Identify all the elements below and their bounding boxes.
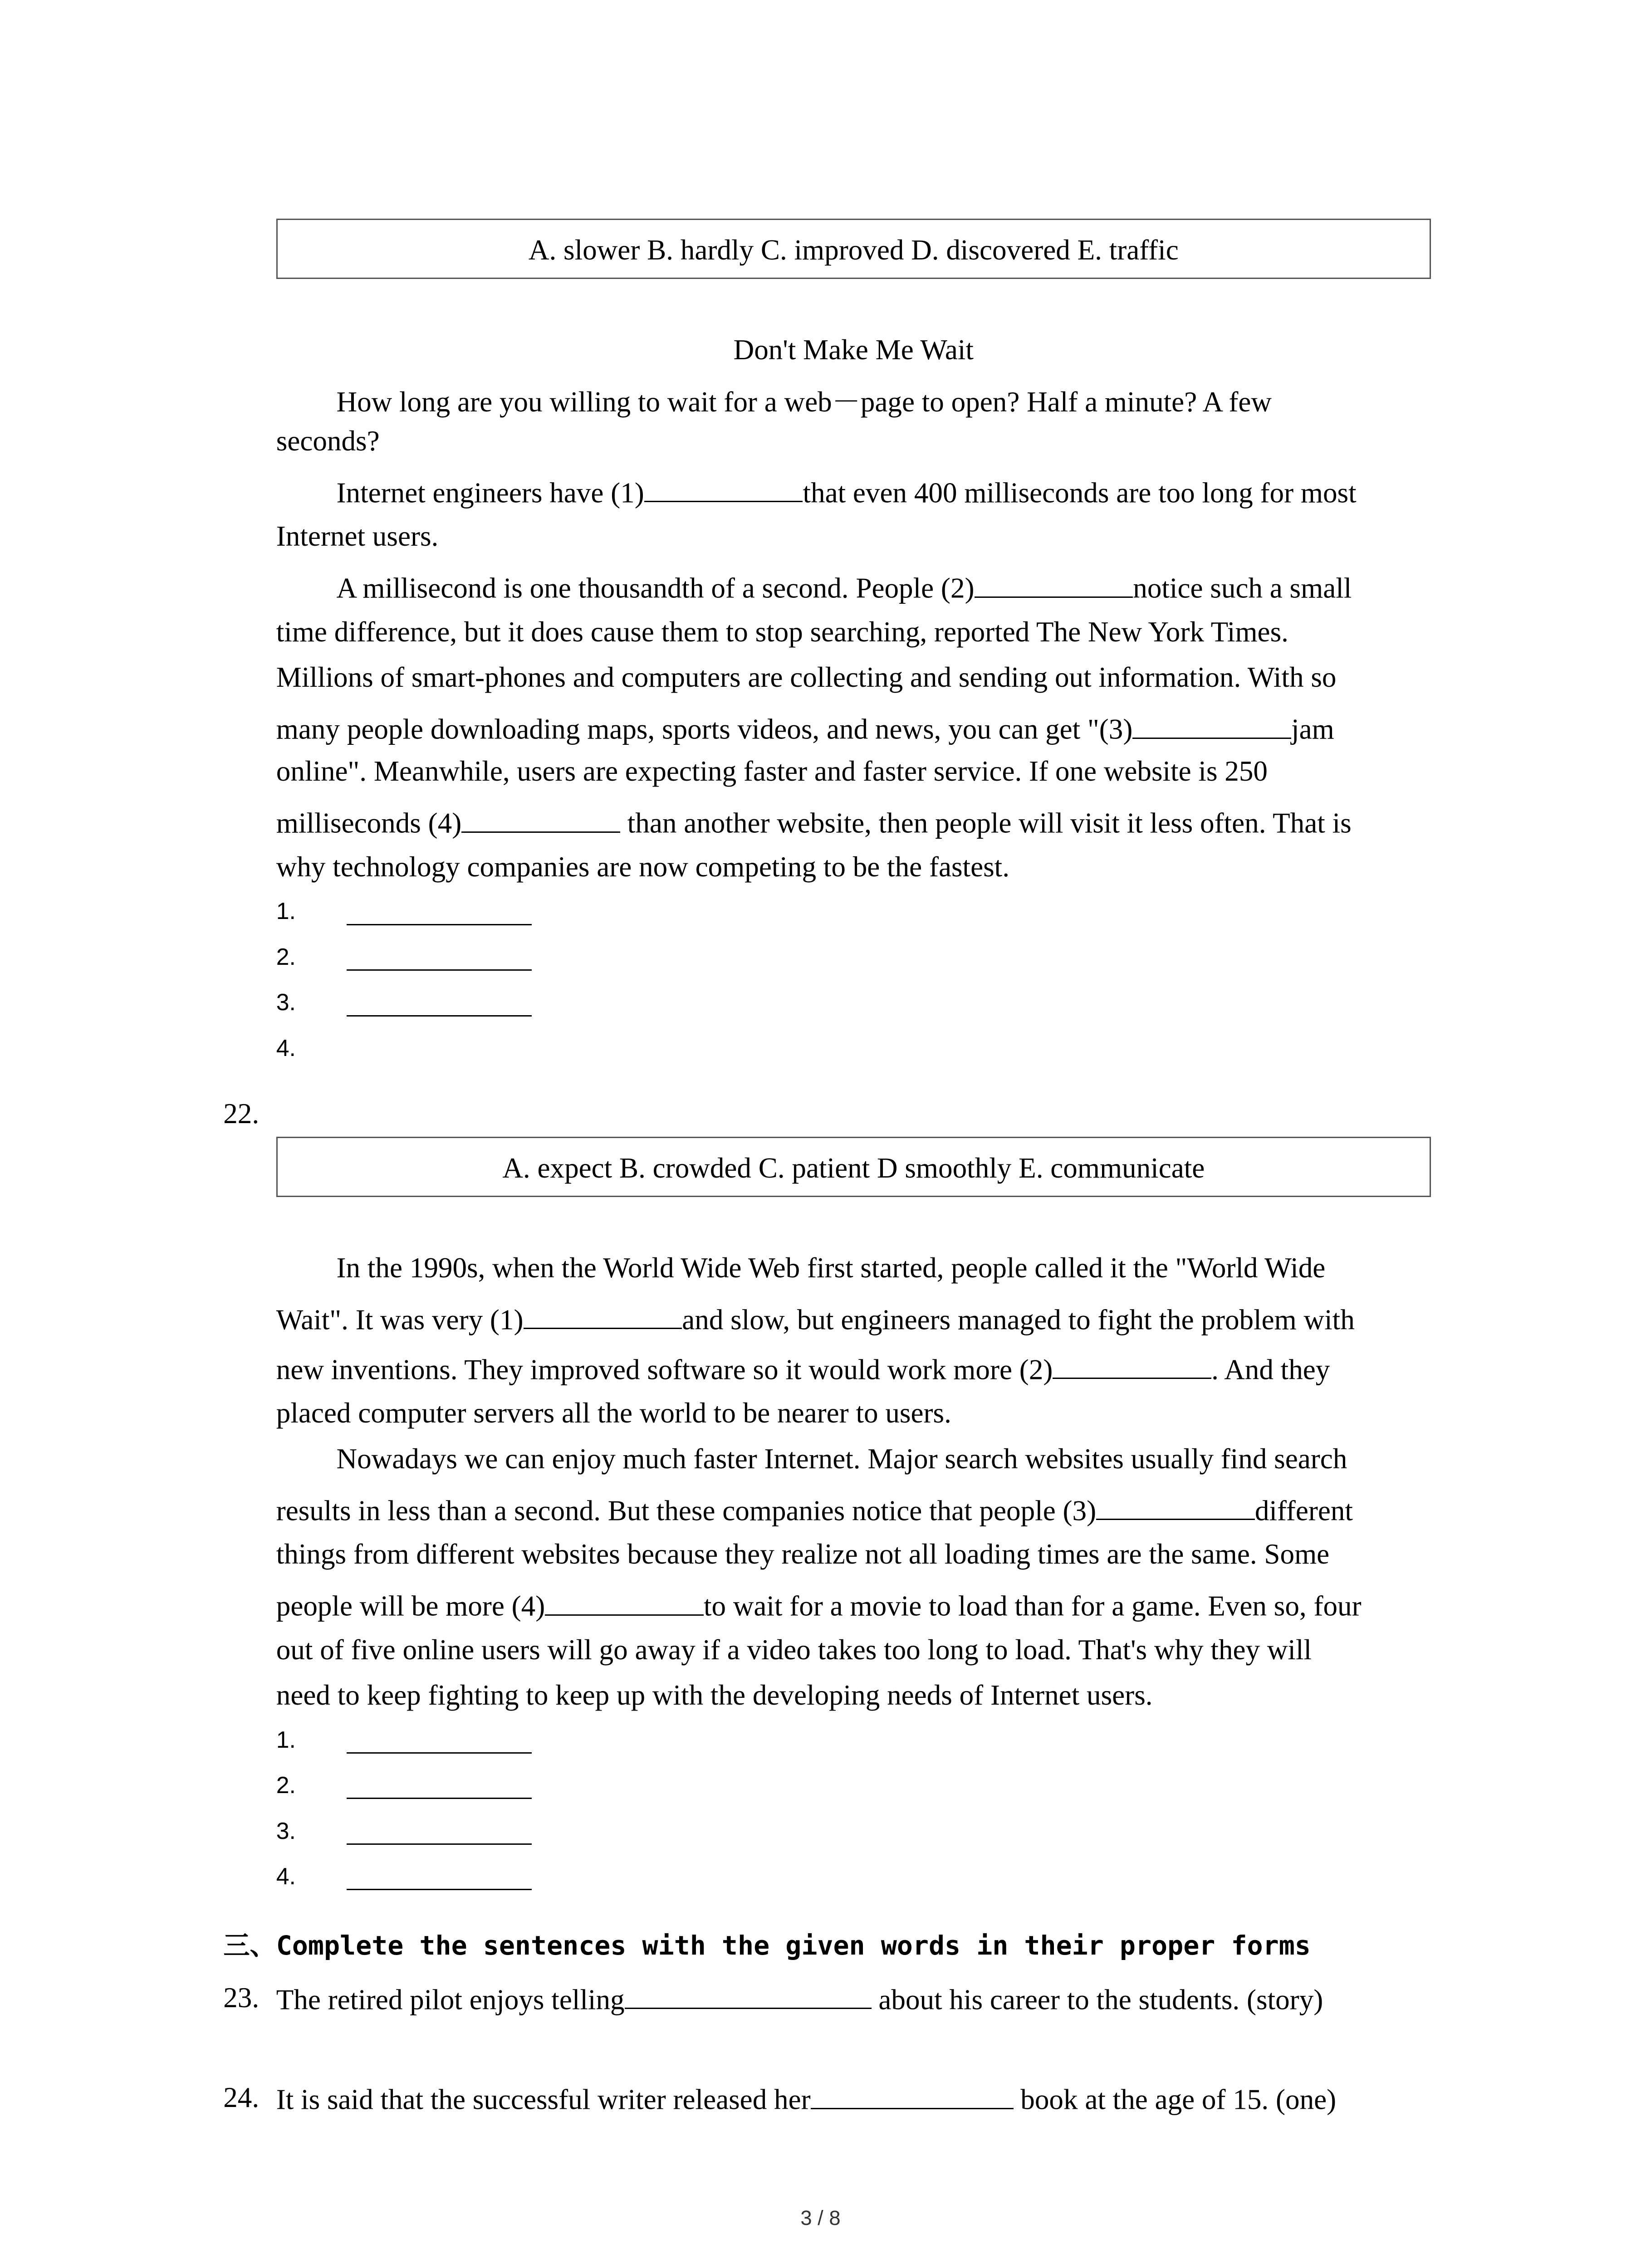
passage-text: Internet engineers have (1): [336, 477, 644, 509]
passage-text: new inventions. They improved software so it would work more (2): [276, 1354, 1053, 1386]
word-bank-box: A. expect B. crowded C. patient D smoothly E. communicate: [276, 1137, 1431, 1197]
passage-line: why technology companies are now competing to be the fastest.: [276, 850, 1010, 883]
answer-blank[interactable]: [347, 1752, 532, 1754]
answer-blank[interactable]: [347, 1889, 532, 1890]
answer-number: 4.: [276, 1034, 296, 1061]
passage-text: results in less than a second. But these companies notice that people (3): [276, 1495, 1097, 1527]
fill-blank-4[interactable]: [545, 1588, 704, 1615]
passage-text: notice such a small: [1133, 572, 1352, 604]
fill-blank-1[interactable]: [524, 1301, 682, 1329]
passage-line: In the 1990s, when the World Wide Web first started, people called it the "World Wide: [336, 1251, 1326, 1284]
fill-blank-3[interactable]: [1096, 1492, 1255, 1520]
answer-blank[interactable]: [347, 1843, 532, 1845]
fill-blank-2[interactable]: [975, 570, 1133, 597]
question-text: It is said that the successful writer released her: [276, 2083, 811, 2116]
passage-text: people will be more (4): [276, 1590, 545, 1622]
passage-line: How long are you willing to wait for a web－page to open? Half a minute? A few: [336, 386, 1272, 418]
answer-number: 3.: [276, 1817, 296, 1844]
fill-blank-1[interactable]: [644, 474, 803, 502]
passage-line: [276, 1351, 1431, 1386]
passage-line: [276, 711, 1431, 746]
passage-text: milliseconds (4): [276, 807, 462, 839]
fill-blank-23[interactable]: [625, 1981, 872, 2009]
passage-line: [276, 570, 1431, 605]
passage-text: Wait". It was very (1): [276, 1304, 524, 1336]
passage-line: things from different websites because they realize not all loading times are the same. Some: [276, 1538, 1330, 1570]
passage-text: and slow, but engineers managed to fight the problem with: [682, 1304, 1355, 1336]
passage-text: A millisecond is one thousandth of a second. People (2): [336, 572, 975, 604]
passage-text: different: [1254, 1495, 1353, 1527]
passage-line: [276, 805, 1431, 840]
answer-blank[interactable]: [347, 1798, 532, 1799]
fill-blank-4[interactable]: [461, 805, 620, 832]
answer-number: 4.: [276, 1862, 296, 1889]
passage-line: online". Meanwhile, users are expecting faster and faster service. If one website is 250: [276, 755, 1268, 787]
passage-line: Millions of smart-phones and computers are collecting and sending out information. With so: [276, 661, 1337, 694]
passage-line: [276, 474, 1431, 509]
passage-line: [276, 1492, 1431, 1527]
fill-blank-24[interactable]: [811, 2081, 1014, 2109]
passage-text: to wait for a movie to load than for a game. Even so, four: [703, 1590, 1362, 1622]
fill-blank-3[interactable]: [1132, 711, 1291, 738]
page-number: 3 / 8: [800, 2206, 841, 2229]
passage-text: many people downloading maps, sports videos, and news, you can get "(3): [276, 713, 1133, 745]
question-text: The retired pilot enjoys telling: [276, 1984, 625, 2016]
passage-line: placed computer servers all the world to be nearer to users.: [276, 1397, 951, 1429]
passage-text: that even 400 milliseconds are too long for most: [803, 477, 1357, 509]
word-bank-box: A. slower B. hardly C. improved D. discovered E. traffic: [276, 219, 1431, 279]
answer-blank[interactable]: [347, 969, 532, 971]
passage-line: need to keep fighting to keep up with the developing needs of Internet users.: [276, 1679, 1153, 1711]
question-text: book at the age of 15. (one): [1013, 2083, 1337, 2116]
passage-line: Nowadays we can enjoy much faster Internet. Major search websites usually find search: [336, 1442, 1347, 1475]
passage-text: jam: [1291, 713, 1334, 745]
fill-blank-2[interactable]: [1053, 1351, 1211, 1379]
passage-line: [276, 1588, 1431, 1623]
passage-title: Don't Make Me Wait: [733, 334, 974, 366]
question-line: [276, 2081, 1431, 2116]
question-number: 22.: [223, 1097, 260, 1129]
passage-line: Internet users.: [276, 520, 439, 552]
question-number: 24.: [223, 2082, 260, 2114]
question-line: [276, 1981, 1431, 2016]
section-heading: 三、Complete the sentences with the given words in their proper forms: [223, 1930, 1311, 1961]
passage-line: [276, 1301, 1431, 1336]
passage-line: out of five online users will go away if a video takes too long to load. That's why they will: [276, 1633, 1312, 1666]
passage-line: time difference, but it does cause them to stop searching, reported The New York Times.: [276, 616, 1288, 648]
answer-number: 3.: [276, 989, 296, 1016]
answer-blank[interactable]: [347, 1015, 532, 1017]
passage-text: than another website, then people will visit it less often. That is: [620, 807, 1352, 839]
answer-number: 2.: [276, 1772, 296, 1799]
answer-number: 1.: [276, 1726, 296, 1753]
question-text: about his career to the students. (story): [871, 1984, 1323, 2016]
answer-number: 2.: [276, 943, 296, 970]
answer-blank[interactable]: [347, 924, 532, 925]
passage-line: seconds?: [276, 425, 380, 457]
question-number: 23.: [223, 1982, 260, 2014]
passage-text: . And they: [1211, 1354, 1330, 1386]
answer-number: 1.: [276, 898, 296, 924]
